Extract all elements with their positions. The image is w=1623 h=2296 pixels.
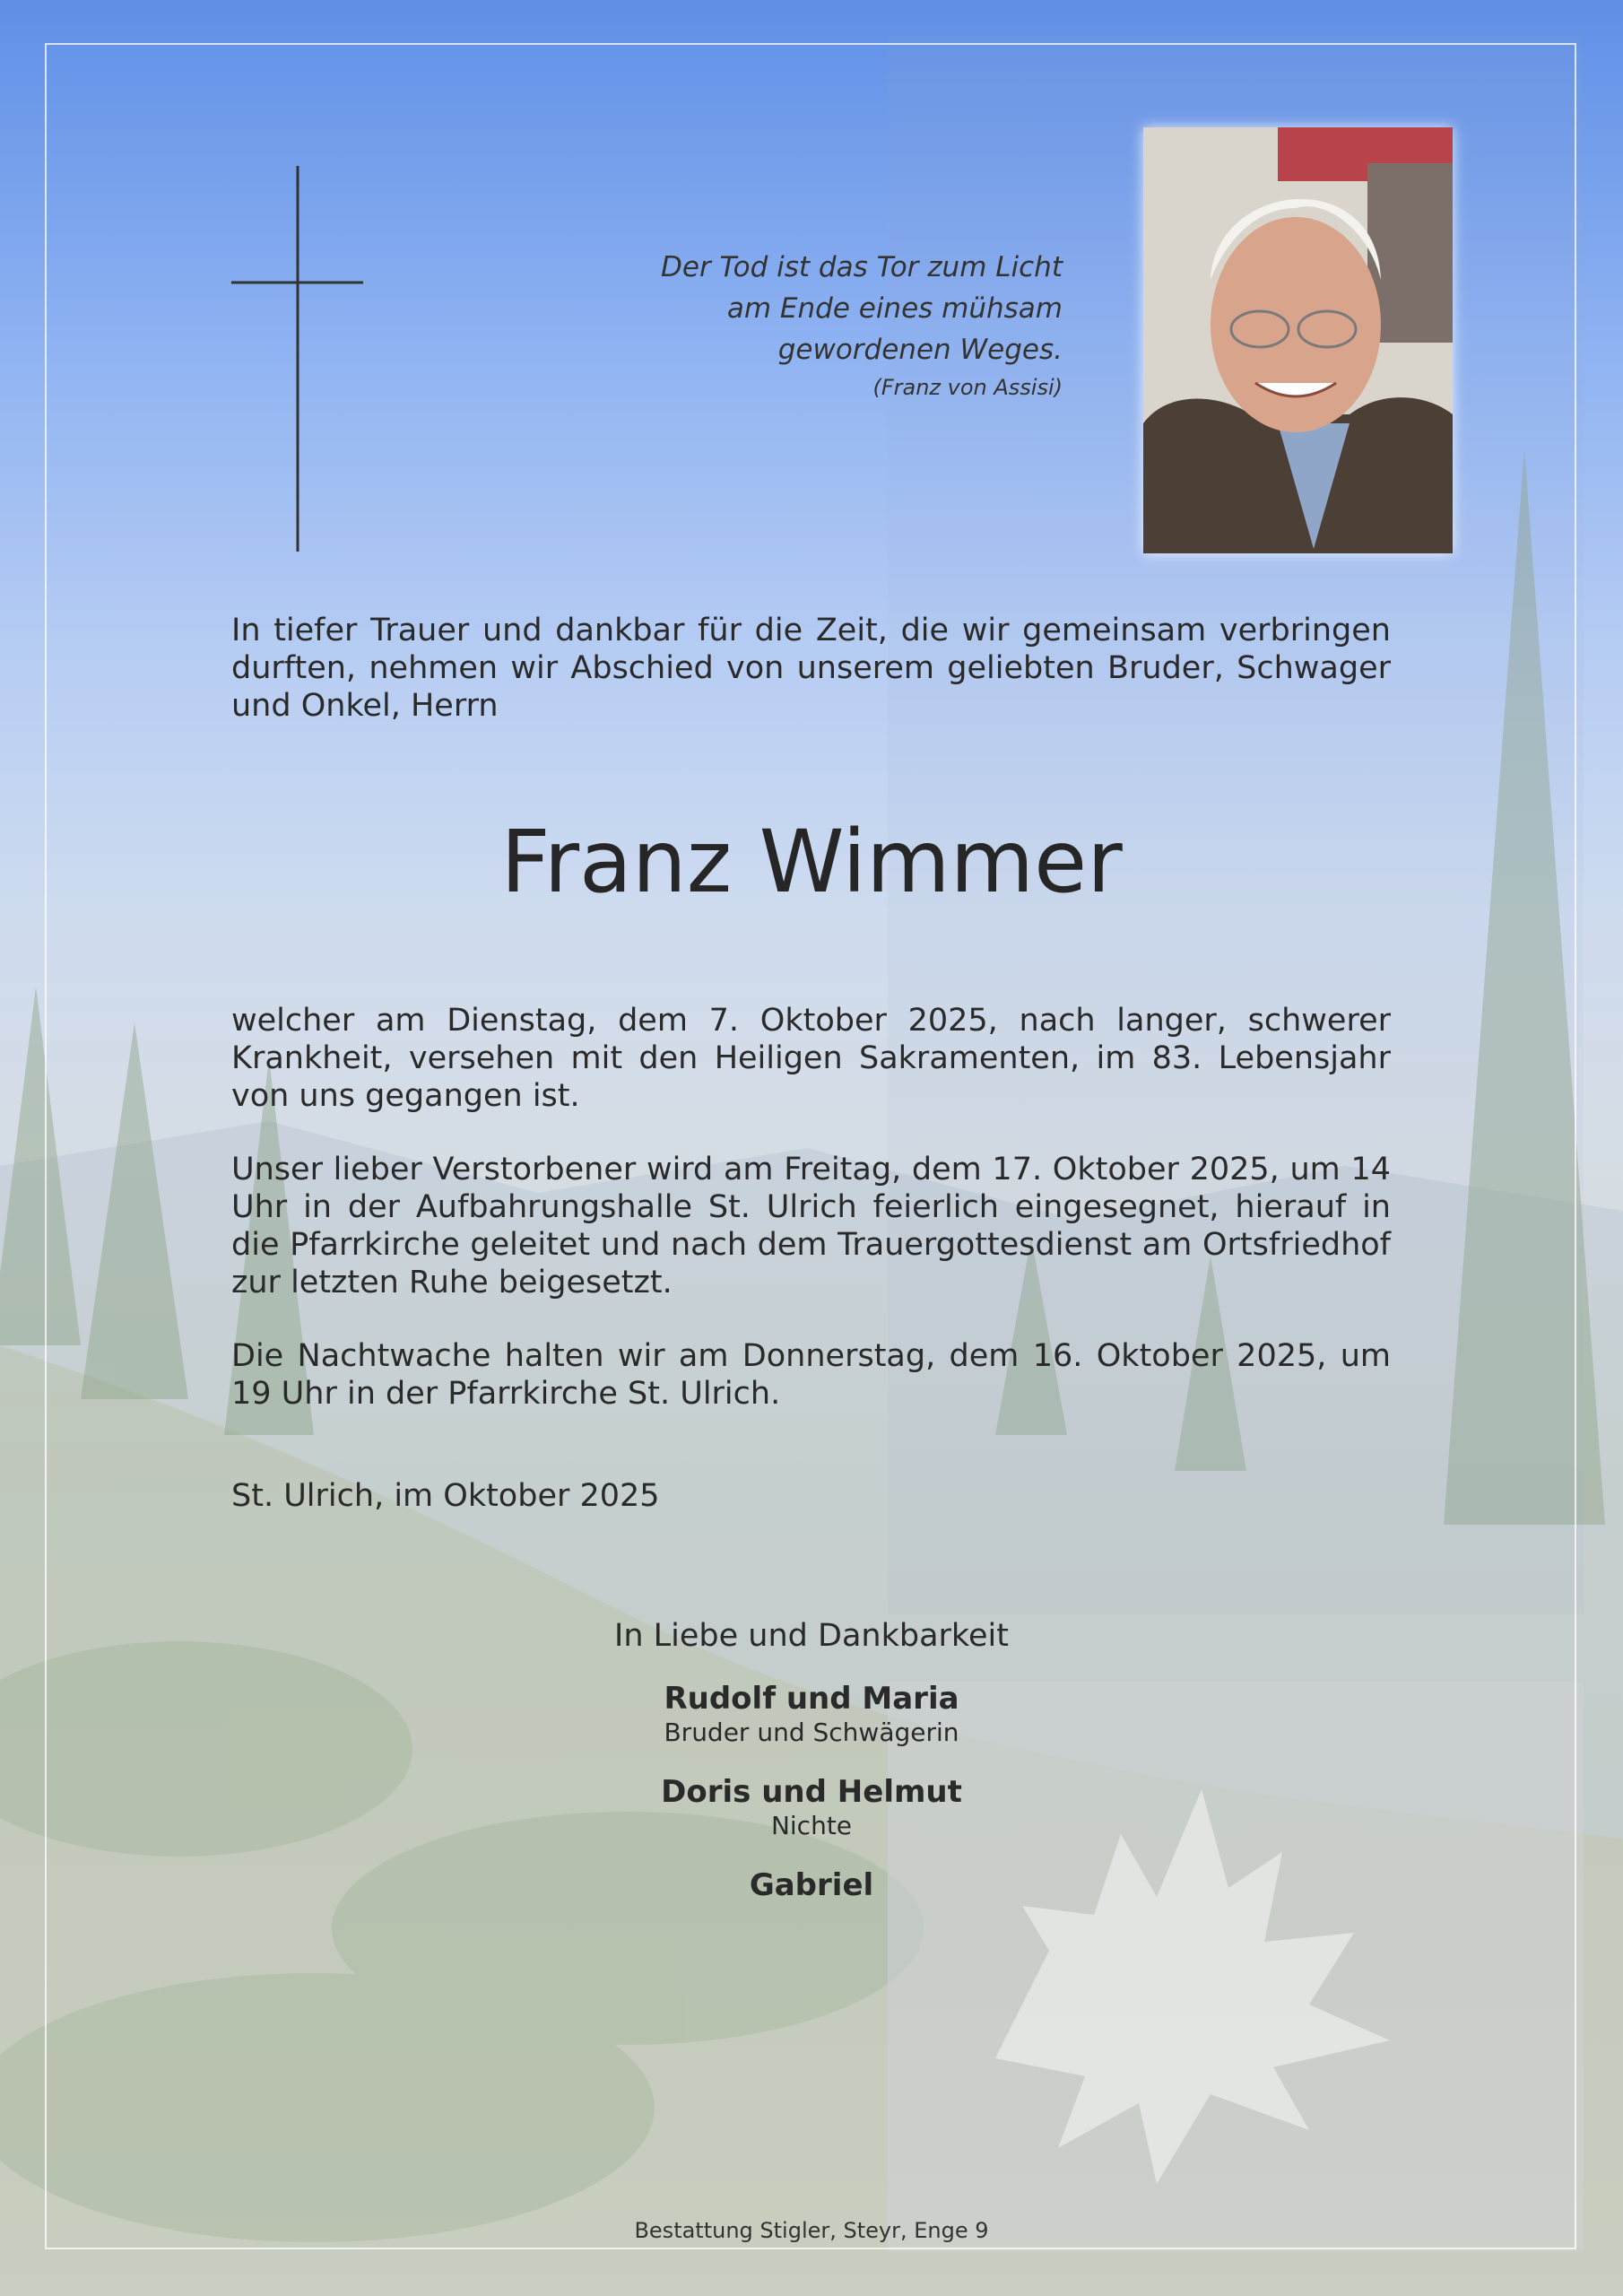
quote-line: Der Tod ist das Tor zum Licht bbox=[661, 251, 1063, 283]
mourners-intro: In Liebe und Dankbarkeit bbox=[614, 1618, 1009, 1654]
mourner-name: Doris und Helmut bbox=[661, 1774, 962, 1810]
mourner-relation: Bruder und Schwägerin bbox=[664, 1718, 959, 1747]
quote-line: gewordenen Weges. bbox=[777, 334, 1063, 366]
announcement-text bbox=[231, 1002, 1391, 1448]
memorial-quote bbox=[538, 247, 1063, 404]
mourner-name: Rudolf und Maria bbox=[664, 1681, 959, 1717]
announcement-paragraph: Die Nachtwache halten wir am Donnerstag, dem 16. Oktober 2025, um 19 Uhr in der Pfarrkirche St. Ulrich. bbox=[231, 1338, 1391, 1412]
mourner-entry bbox=[0, 1773, 1623, 1841]
portrait-photo bbox=[1143, 127, 1453, 553]
deceased-name: Franz Wimmer bbox=[500, 812, 1123, 912]
place-date: St. Ulrich, im Oktober 2025 bbox=[231, 1478, 660, 1514]
quote-line: am Ende eines mühsam bbox=[726, 292, 1063, 325]
mourners-section bbox=[0, 1617, 1623, 1929]
intro-text bbox=[231, 612, 1391, 761]
mourner-entry bbox=[0, 1680, 1623, 1748]
cross-icon bbox=[229, 166, 368, 552]
quote-author: (Franz von Assisi) bbox=[872, 375, 1063, 400]
funeral-home-footer: Bestattung Stigler, Steyr, Enge 9 bbox=[634, 2218, 989, 2243]
intro-paragraph: In tiefer Trauer und dankbar für die Zeit, die wir gemeinsam verbringen durften, nehmen wir Abschied von unserem geliebten Bruder, Schwager und Onkel, Herrn bbox=[231, 613, 1391, 724]
announcement-paragraph: Unser lieber Verstorbener wird am Freitag, dem 17. Oktober 2025, um 14 Uhr in der Aufbahrungshalle St. Ulrich feierlich eingesegnet, hierauf in die Pfarrkirche geleitet und nach dem Trauergottesdienst am Ortsfriedhof zur letzten Ruhe beigesetzt. bbox=[231, 1152, 1391, 1300]
announcement-paragraph: welcher am Dienstag, dem 7. Oktober 2025, nach langer, schwerer Krankheit, versehen mit den Heiligen Sakramenten, im 83. Lebensjahr von uns gegangen ist. bbox=[231, 1003, 1391, 1114]
mourner-name: Gabriel bbox=[749, 1867, 874, 1903]
mourner-relation: Nichte bbox=[770, 1811, 853, 1840]
mourner-entry bbox=[0, 1866, 1623, 1904]
